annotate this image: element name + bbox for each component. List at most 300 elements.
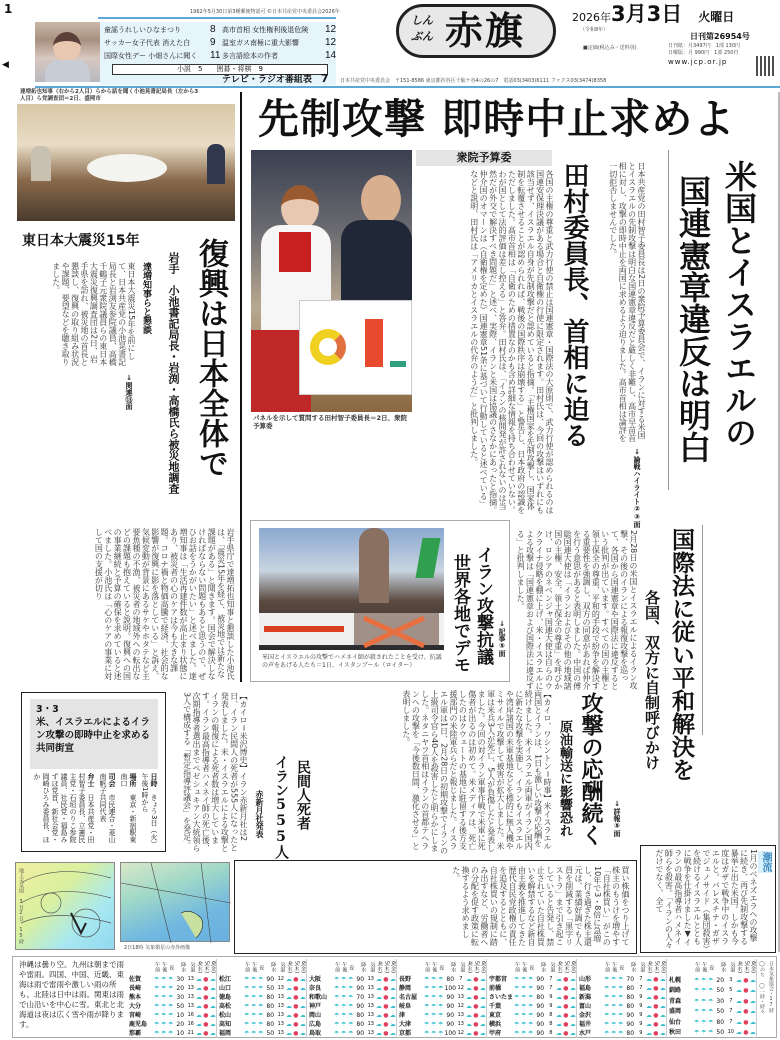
umbrella-icon: ☂ [333,1003,340,1010]
sun-icon: ● [203,976,209,983]
city-name: 仙台 [669,1018,682,1026]
tv-listing-link[interactable] [222,73,329,86]
sun-icon: ● [203,1021,209,1028]
umbrella-icon: ☂ [528,985,534,992]
demo-headline-2: 世界各地でデモ [450,554,470,673]
sun-icon: ● [473,985,479,992]
left-subheadline-text: 小池書記局長・岩渕・高橋氏ら被災地調査 [167,285,180,494]
tv-listing-label: テレビ・ラジオ番組表 [222,75,312,85]
umbrella-icon: ☂ [528,976,534,983]
cloud-icon: ☁ [299,1021,306,1028]
temperature: 7 [549,985,553,991]
sun-icon: ● [293,1003,299,1010]
temperature: 9 [639,994,643,1000]
umbrella-icon: ☂ [160,985,167,992]
umbrella-icon: ☂ [430,1030,437,1037]
sun-icon: ● [743,1008,749,1016]
city-name: 甲府 [489,1030,502,1037]
rain-probability: 90 [536,1030,545,1037]
weather-row [669,1017,757,1028]
buyback-body: 買い株価をつり上げて株主のもうけを増やす「自社株買い」がこの10年で3・8倍に急増し、行き過ぎた株主還元は、業績好調でも人員を削減する「黒字リストラ」まで引き起こしていると告発し、禁止されていた自社株買いを解禁するなど新自由主義を推進してきた歴代自民党政権の責任を追及するとともに、自社株買いの規制に踏み出すなど、労働者への分配を促す政策に転換するよう求めました。 [451,866,630,946]
temperature: 13 [367,1003,374,1009]
weather-row [669,1007,757,1018]
rain-probability: 80 [446,976,455,983]
cloud-icon: ☁ [645,1012,652,1019]
temperature: 16 [187,1012,194,1018]
umbrella-icon: ☂ [513,985,520,992]
cloud-icon: ☁ [389,985,396,992]
sun-icon: ● [473,1012,479,1019]
umbrella-icon: ☂ [610,1021,617,1028]
website-link[interactable]: www.jcp.or.jp [668,58,728,66]
weather-header-row [309,959,397,975]
umbrella-icon: ☂ [258,994,264,1001]
umbrella-icon: ☂ [603,1021,610,1028]
temperature: 8 [549,1030,553,1036]
demo-photo-caption: 米国とイスラエルの攻撃でハメネイ師が殺されたことを受け、抗議の声をあげる人たち＝1日、イスタンブール（ロイター） [262,654,442,669]
sun-icon: ● [563,1030,569,1037]
city-name: 鳥取 [309,1030,322,1037]
umbrella-icon: ☂ [693,976,700,984]
event-detail-key: 弁士 [87,773,95,787]
city-name: 水戸 [579,1030,592,1037]
umbrella-icon: ☂ [168,1003,174,1010]
weather-row [489,1029,577,1038]
masthead-rule [35,86,780,88]
weather-col-header: 夜 [168,964,175,970]
cloud-icon: ☁ [569,985,576,992]
weather-source: 日本気象協会・17時 [768,961,774,1013]
umbrella-icon: ☂ [708,1008,714,1016]
temperature: 13 [457,1012,464,1018]
city-name: 岡山 [309,1012,322,1019]
weather-col-header: 6(金) [480,960,486,974]
umbrella-icon: ☂ [438,994,444,1001]
umbrella-icon: ☂ [250,1021,257,1028]
choryu-title: 潮流 [760,852,771,872]
cloud-icon: ☁ [285,985,292,992]
weather-col-header: 5(木) [653,960,660,974]
city-name: 山形 [579,976,592,983]
index-item-page: 12 [325,24,337,35]
sun-icon: ● [473,1021,479,1028]
weather-row [219,1029,307,1038]
cloud-icon: ☁ [569,976,576,983]
demo-photo [259,528,444,650]
cloud-icon: ☁ [375,1012,382,1019]
weather-row [669,986,757,997]
sun-icon: ● [293,976,299,983]
cloud-icon: ☁ [645,994,652,1001]
rain-probability: 50 [716,1008,725,1016]
city-name: 松江 [219,976,232,983]
issue-number: 日刊第26954号 [690,32,750,41]
weather-row [129,993,217,1002]
weather-col-header: 午後 [251,962,258,972]
umbrella-icon: ☂ [333,985,340,992]
intl-body: 2月28日の米国とイスラエルによるイラン攻撃、その後のイランによる報復攻撃を巡って、各国から国連憲章や国際法に違反するという批判が出ています。すべての国の主権と領土保全の尊重、平和的手段で紛争を解決する重要性を強調し、双方の同意があれば仲介を行う意思があると表明しました。中国の傅聡国連大使は「イランおよびその他の地域諸国の主権、安全、領土保全の尊重」を呼びかけ、ロシアのネベンジャ国連大使は自らのウクライナ侵略を棚に上げ、米・イスラエルによる攻撃は「国連憲章および国際法に違反する」と批判しました。 [516,530,638,690]
umbrella-icon: ☂ [153,1030,160,1037]
cloud-icon: ☁ [735,976,742,984]
weather-row [579,1002,667,1011]
weather-col-header: 午後 [701,962,708,972]
isobar-lines [16,863,116,951]
umbrella-icon: ☂ [348,976,354,983]
rain-probability: 80 [716,1018,725,1026]
index-item-label: 国際女性デー 小畑さんに聞く [104,52,198,60]
sun-icon: ● [293,1030,299,1037]
sun-icon: ● [383,1012,389,1019]
city-name: 長崎 [129,985,142,992]
umbrella-icon: ☂ [528,1030,534,1037]
qr-code-icon[interactable] [756,56,776,76]
umbrella-icon: ☂ [520,1030,527,1037]
weather-table [309,959,397,1038]
cloud-icon: ☁ [555,1012,562,1019]
cloud-icon: ☁ [285,1003,292,1010]
main-subheadline: 田村委員長、首相に迫る [559,162,589,448]
event-detail-key: 日時 [150,773,158,787]
left-kicker: 達増知事らと懇談 [141,262,151,334]
main-lead: 日本共産党の田村智子委員長は2日の衆院予算委員会で、イランに対する米国とイスラエルの先制攻撃は明白な国連憲章違反だと厳しく非難し、高市早苗首相に対し、攻撃の即時中止を両国に求めるよう迫りました。高市首相は論評を一切拒否しませんでした。 [608,162,646,442]
cloud-icon: ☁ [555,976,562,983]
weather-row [399,993,487,1002]
temperature: 3 [729,976,733,983]
sun-icon: ● [653,1003,659,1010]
umbrella-icon: ☂ [160,1003,167,1010]
weather-col-header: 気温 [369,962,376,972]
cloud-icon: ☁ [659,985,666,992]
weather-col-header: 午前 [244,962,251,972]
price-daily: 日刊紙：月3497円 1部 130円 [668,43,741,49]
sun-icon: ● [653,1030,659,1037]
weather-header-row [219,959,307,975]
civilian-body: 【カイロ＝米沢博史】イラン赤新月社は2日、イラン民間人の死者が555人になったと発表しました。米・イスラエルによる攻撃とイランの報復による死者数は増大しています。イラン最高指導者ハメネイ師の死亡後、次期指導者選出までペゼシュキアン大統領ら3人で構成する「暫定指導評議会」を発足。 [182,692,248,852]
sun-icon: ● [203,1030,209,1037]
umbrella-icon: ☂ [423,1012,430,1019]
related-page-link[interactable]: ↓関連⑬面 [125,374,133,410]
cloud-icon: ☁ [389,1012,396,1019]
choryu-body: 1月のベネズエラへの攻撃に続き、再び先制攻撃する暴挙に出た米国。しかも今度はガザで戦争中のイスラエルと。パレスチナ・ガザでジェノサイド（集団殺害）を続けるイスラエルとともに戦争を仕掛けました▼イランの最高指導者ハメネイ師らを殺害。「イランの人々だけでなく、全て [654,849,758,949]
weather-header-row [579,959,667,975]
sun-icon: ● [743,997,749,1005]
weather-col-header: 6(金) [300,960,306,974]
weather-col-header: 午前 [154,962,161,972]
umbrella-icon: ☂ [438,985,444,992]
umbrella-icon: ☂ [520,1021,527,1028]
temperature: 9 [549,1003,553,1009]
cloud-icon: ☁ [659,976,666,983]
sun-icon: ● [383,976,389,983]
side-divider [668,150,669,490]
cloud-icon: ☁ [299,976,306,983]
sun-icon: ● [293,985,299,992]
cloud-icon: ☁ [749,987,756,995]
city-name: 大津 [399,1021,412,1028]
umbrella-icon: ☂ [708,1029,714,1037]
civilian-headline-2: イラン555人 [273,755,289,859]
cloud-icon: ☁ [389,994,396,1001]
weather-col-header: 4(水) [466,960,473,974]
city-name: 千葉 [489,1003,502,1010]
cloud-icon: ☁ [209,1003,216,1010]
cloud-icon: ☁ [465,1030,472,1037]
rain-probability: 80 [626,985,635,992]
umbrella-icon: ☂ [153,1021,160,1028]
weather-row [399,1020,487,1029]
umbrella-icon: ☂ [513,1003,520,1010]
umbrella-icon: ☂ [603,994,610,1001]
umbrella-icon: ☂ [610,976,617,983]
event-detail-value: 東京・新宿駅東南口 [120,773,137,843]
umbrella-icon: ☂ [520,1012,527,1019]
temperature: 12 [457,1030,464,1036]
umbrella-icon: ☂ [603,1012,610,1019]
index-item[interactable] [222,50,335,63]
city-name: 奈良 [309,985,322,992]
map2-label: 2日18時 気象衛星の赤外画像 [124,945,191,951]
umbrella-icon: ☂ [513,1030,520,1037]
weather-col-header: 4(水) [286,960,293,974]
umbrella-icon: ☂ [700,1029,707,1037]
cloud-icon: ☁ [195,1003,202,1010]
weather-row [489,1002,577,1011]
cloud-icon: ☁ [479,994,486,1001]
event-detail-value: 日本共産党・田村智子委員長、立憲民主党・石垣のりこ参院議員、社民党・福島みずほ党首、新社会党・岡崎ひろみ委員長、ほか [33,773,95,843]
cloud-icon: ☁ [465,976,472,983]
umbrella-icon: ☂ [513,994,520,1001]
rain-probability: 90 [536,1021,545,1028]
rain-probability: 20 [176,1021,185,1028]
weather-summary: 沖縄は曇り空。九州は朝まで雨や雷雨。四国、中国、近畿、東海は雨で雷雨や激しい雨の所も。北陸は日中は雨。関東は雨で山沿いを中心に雪。東北と北海道は夜は広く雪や雨が降ります。 [19,960,124,1029]
umbrella-icon: ☂ [258,976,264,983]
cloud-icon: ☁ [209,1030,216,1037]
city-name: 富山 [579,1003,592,1010]
cloud-icon: ☁ [569,1021,576,1028]
weather-col-header: 午後 [521,962,528,972]
logo-kana-2: ぶん [411,30,433,43]
cloud-icon: ☁ [285,1030,292,1037]
rain-probability: 30 [176,976,185,983]
umbrella-icon: ☂ [243,976,250,983]
umbrella-icon: ☂ [333,1021,340,1028]
demo-article-link[interactable]: ↓記事⑤面 [498,620,506,657]
sun-icon: ● [653,976,659,983]
umbrella-icon: ☂ [250,994,257,1001]
umbrella-icon: ☂ [153,1012,160,1019]
umbrella-icon: ☂ [243,1012,250,1019]
event-notice-box [21,692,166,852]
sun-icon: ● [743,1018,749,1026]
umbrella-icon: ☂ [348,1021,354,1028]
umbrella-icon: ☂ [348,994,354,1001]
cloud-icon: ☁ [375,1003,382,1010]
address-line: 日本共産党中央委員会 〒151-8586 東京都渋谷区千駄ケ谷4の26の7 電話03(3403)6111 ファクス03(3474)8358 [340,78,607,84]
cloud-icon: ☁ [555,994,562,1001]
event-detail-row [140,773,158,847]
city-name: 東京 [489,1012,502,1019]
weather-row [129,984,217,993]
cloud-icon: ☁ [375,994,382,1001]
cloud-icon: ☁ [479,1012,486,1019]
weather-col-header: 午前 [514,962,521,972]
sun-icon: ● [203,1012,209,1019]
umbrella-icon: ☂ [708,997,714,1005]
index-item[interactable] [104,24,220,37]
retaliation-detail-link[interactable]: ↓詳報⑤面 [613,800,621,837]
cloud-icon: ☁ [285,1012,292,1019]
tv-listing-page: 7 [320,72,329,85]
temperature: 13 [367,1012,374,1018]
temperature: 8 [549,1021,553,1027]
rain-probability: 90 [536,1012,545,1019]
umbrella-icon: ☂ [693,1018,700,1026]
index-item[interactable] [222,24,335,37]
temperature: 13 [277,985,284,991]
cloud-icon: ☁ [375,985,382,992]
umbrella-icon: ☂ [700,987,707,995]
city-name: 高知 [219,1021,232,1028]
weather-table [129,959,217,1038]
index-item-label: 多言語絵本の作者 [222,52,278,60]
cloud-icon: ☁ [375,1021,382,1028]
weather-table [579,959,667,1038]
umbrella-icon: ☂ [333,994,340,1001]
weather-row [489,1020,577,1029]
temperature: 7 [459,976,463,982]
cloud-icon: ☁ [195,1021,202,1028]
cloud-icon: ☁ [465,985,472,992]
sun-icon: ● [383,1030,389,1037]
weather-row [669,996,757,1007]
debate-highlight-link[interactable]: ↓論戦ハイライト②③面 [633,448,641,528]
sun-icon: ● [743,976,749,984]
sun-icon: ● [743,987,749,995]
retaliation-body: 【カイロ、ワシントン＝時事】米イスラエル両国とイランは、1日も激しい攻撃の応酬を続けました。米イスラエル両軍がイラン国内に新たな攻撃を実施し、イランもイスラエルや湾岸諸国の米軍基地などを標的に無人機やミサイルで攻撃して被害が拡大しました。米軍は米兵3人が死亡、5人が負傷したと発表しました。今回の対イラン軍事作戦で米軍に死傷者が出るのは初めて。米メディアは、死亡したのはクウェートの基地に駐留する後方支援部門の米陸軍兵らだと報じました。イスラエル軍は1日、2月28日の初期攻撃でイランの上級司令官ら40人を殺害したと明らかにしました。ネタニヤフ首相はイランの首都テヘランへの攻撃を「今後数日間、激化させる」と表明しました。 [401,690,552,855]
cloud-icon: ☁ [645,1003,652,1010]
cloud-icon: ☁ [749,997,756,1005]
sun-icon: ● [653,994,659,1001]
sun-icon: ● [653,1021,659,1028]
cloud-icon: ☁ [285,976,292,983]
intl-divider [702,525,703,735]
sun-icon: ● [203,1003,209,1010]
umbrella-icon: ☂ [603,985,610,992]
weather-col-header: 降水 [540,962,547,972]
umbrella-icon: ☂ [340,994,347,1001]
weather-row [399,1002,487,1011]
sun-icon: ● [473,1030,479,1037]
weather-col-header: 夜 [438,964,445,970]
rain-probability: 90 [266,976,275,983]
masthead-logo [396,4,556,58]
sun-icon: ● [293,1021,299,1028]
index-item[interactable] [104,37,220,50]
temperature: 13 [277,994,284,1000]
weather-col-header: 6(金) [210,960,216,974]
sun-icon: ● [203,985,209,992]
cloud-icon: ☁ [209,985,216,992]
weather-row [219,975,307,984]
sun-icon: ● [473,1003,479,1010]
event-detail-key: 場所 [129,773,137,787]
cloud-icon: ☁ [569,994,576,1001]
umbrella-icon: ☂ [258,1003,264,1010]
index-item[interactable] [222,37,335,50]
city-name: 那覇 [129,1030,142,1037]
weather-forecast-panel [12,956,777,1038]
city-name: 和歌山 [309,994,328,1001]
weather-col-header: 5(木) [293,960,300,974]
temperature: 9 [549,994,553,1000]
sun-icon: ● [653,985,659,992]
rain-probability: 90 [536,985,545,992]
cloud-icon: ☁ [749,976,756,984]
temperature: 8 [549,1012,553,1018]
umbrella-icon: ☂ [610,1030,617,1037]
umbrella-icon: ☂ [603,1003,610,1010]
cloud-icon: ☁ [299,994,306,1001]
rain-probability: 90 [446,1021,455,1028]
weather-col-header: 夜 [618,964,625,970]
index-item-label: 童謡うれしいひなまつり [104,26,181,34]
event-detail-row [119,773,137,847]
weather-col-header: 午後 [611,962,618,972]
cloud-icon: ☁ [645,1021,652,1028]
sun-icon: ● [383,1021,389,1028]
rain-probability: 50 [266,985,275,992]
left-headline: 復興は日本全体で [193,238,228,478]
sun-icon: ● [383,985,389,992]
index-item-page: 12 [325,37,337,48]
sun-icon: ● [563,1003,569,1010]
cloud-icon: ☁ [195,1030,202,1037]
umbrella-icon: ☂ [168,994,174,1001]
city-name: 大分 [129,1003,142,1010]
temperature: 12 [457,985,464,991]
umbrella-icon: ☂ [168,1021,174,1028]
cloud-icon: ☁ [659,1021,666,1028]
cloud-icon: ☁ [209,994,216,1001]
temperature: 13 [187,976,194,982]
umbrella-icon: ☂ [438,1012,444,1019]
index-item[interactable] [104,50,220,63]
temperature: 16 [187,1021,194,1027]
cloud-icon: ☁ [285,994,292,1001]
temperature: 9 [639,1021,643,1027]
weather-col-header: 5(木) [473,960,480,974]
umbrella-icon: ☂ [430,976,437,983]
weather-row [489,1011,577,1020]
umbrella-icon: ☂ [438,1021,444,1028]
sun-icon: ● [383,1003,389,1010]
city-name: 釧路 [669,987,682,995]
umbrella-icon: ☂ [700,1008,707,1016]
weather-row [309,1011,397,1020]
civilian-headline-1: 民間人死者 [295,760,311,830]
umbrella-icon: ☂ [340,1021,347,1028]
rain-probability: 50 [176,1003,185,1010]
index-arrow-icon: ◀ [2,60,9,70]
rain-probability: 80 [266,1012,275,1019]
sun-icon: ● [563,1021,569,1028]
sun-icon: ● [473,994,479,1001]
weather-row [579,984,667,993]
umbrella-icon: ☂ [168,985,174,992]
umbrella-icon: ☂ [430,994,437,1001]
umbrella-icon: ☂ [423,1003,430,1010]
logo-kanji: 赤旗 [445,9,526,53]
